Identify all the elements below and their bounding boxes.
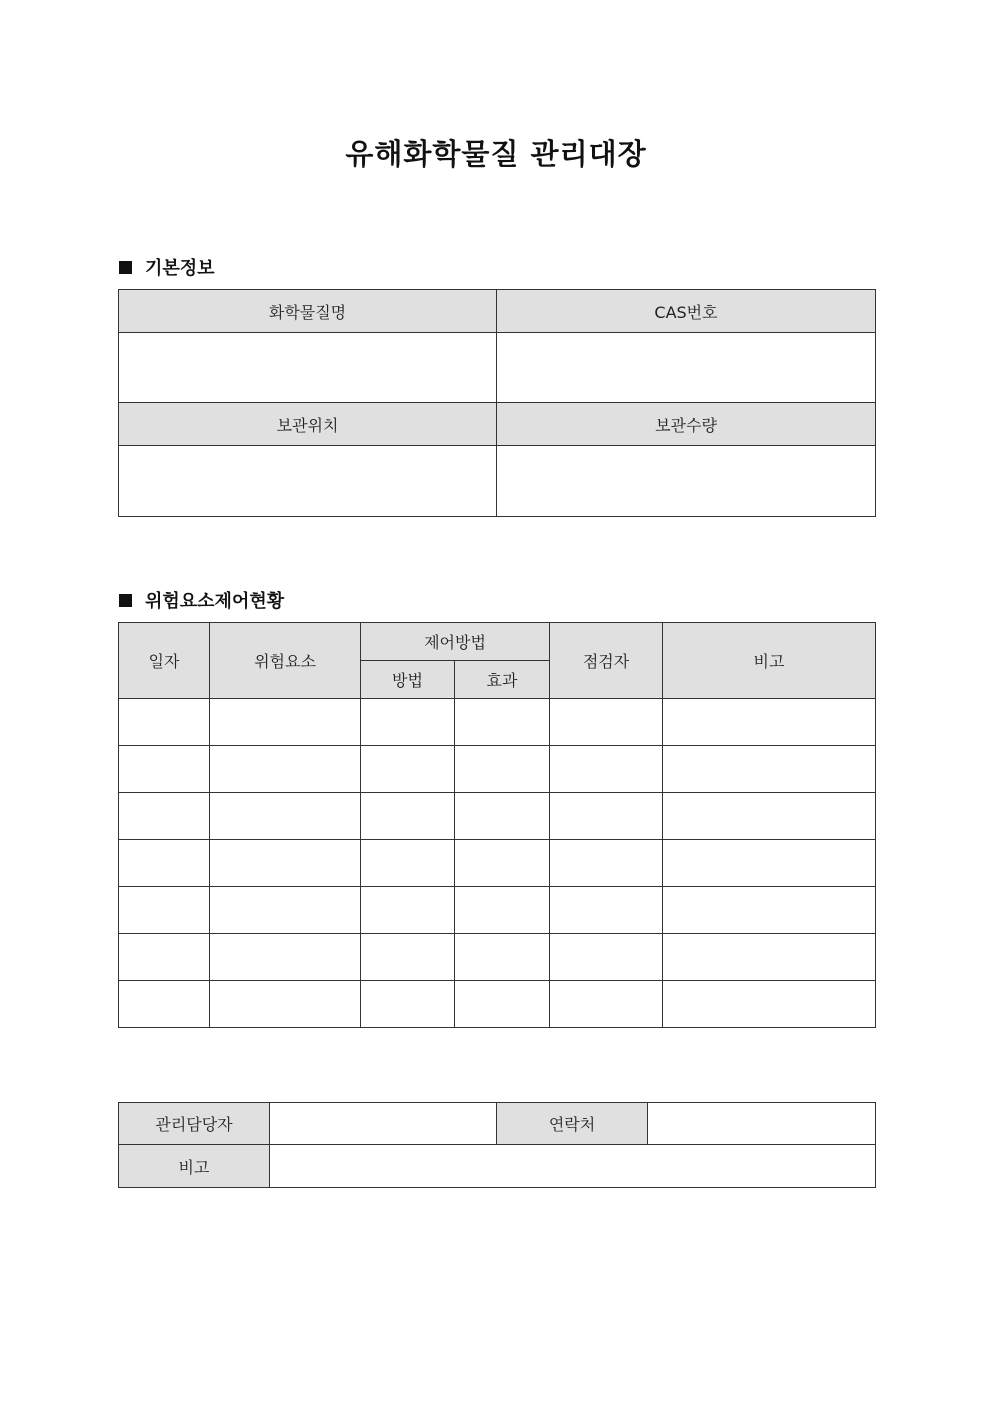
remarks-cell[interactable] bbox=[663, 934, 876, 981]
remarks-cell[interactable] bbox=[663, 699, 876, 746]
table-row bbox=[119, 981, 876, 1028]
method-cell[interactable] bbox=[361, 746, 455, 793]
inspector-cell[interactable] bbox=[550, 887, 663, 934]
section-heading-basic-info bbox=[119, 254, 215, 280]
square-bullet-icon bbox=[119, 594, 132, 607]
effect-cell[interactable] bbox=[455, 887, 550, 934]
effect-header: 효과 bbox=[455, 661, 550, 699]
method-header: 방법 bbox=[361, 661, 455, 699]
manager-label: 관리담당자 bbox=[119, 1103, 270, 1145]
effect-cell[interactable] bbox=[455, 934, 550, 981]
table-row bbox=[119, 934, 876, 981]
inspector-cell[interactable] bbox=[550, 934, 663, 981]
square-bullet-icon bbox=[119, 261, 132, 274]
contact-value-cell[interactable] bbox=[648, 1103, 876, 1145]
inspector-cell[interactable] bbox=[550, 746, 663, 793]
hazard-cell[interactable] bbox=[210, 840, 361, 887]
chemical-name-header: 화학물질명 bbox=[119, 290, 497, 333]
chemical-name-cell[interactable] bbox=[119, 333, 497, 403]
remarks-cell[interactable] bbox=[663, 887, 876, 934]
table-row bbox=[119, 699, 876, 746]
remarks-cell[interactable] bbox=[663, 840, 876, 887]
remarks-cell[interactable] bbox=[663, 981, 876, 1028]
inspector-cell[interactable] bbox=[550, 699, 663, 746]
date-cell[interactable] bbox=[119, 840, 210, 887]
table-row bbox=[119, 887, 876, 934]
date-cell[interactable] bbox=[119, 981, 210, 1028]
storage-location-header: 보관위치 bbox=[119, 403, 497, 446]
cas-number-cell[interactable] bbox=[497, 333, 876, 403]
inspector-cell[interactable] bbox=[550, 793, 663, 840]
method-cell[interactable] bbox=[361, 793, 455, 840]
effect-cell[interactable] bbox=[455, 746, 550, 793]
date-header: 일자 bbox=[119, 623, 210, 699]
table-row bbox=[119, 840, 876, 887]
hazard-cell[interactable] bbox=[210, 934, 361, 981]
method-cell[interactable] bbox=[361, 699, 455, 746]
hazard-cell[interactable] bbox=[210, 981, 361, 1028]
basic-info-table bbox=[118, 289, 876, 517]
hazard-cell[interactable] bbox=[210, 887, 361, 934]
document-title: 유해화학물질 관리대장 bbox=[345, 137, 647, 171]
hazard-control-table bbox=[118, 622, 876, 1028]
inspector-cell[interactable] bbox=[550, 840, 663, 887]
section-heading-label: 기본정보 bbox=[145, 258, 215, 279]
method-cell[interactable] bbox=[361, 840, 455, 887]
effect-cell[interactable] bbox=[455, 699, 550, 746]
cas-number-header: CAS번호 bbox=[497, 290, 876, 333]
method-cell[interactable] bbox=[361, 981, 455, 1028]
control-method-header: 제어방법 bbox=[361, 623, 550, 661]
manager-table bbox=[118, 1102, 876, 1188]
inspector-header: 점검자 bbox=[550, 623, 663, 699]
hazard-cell[interactable] bbox=[210, 793, 361, 840]
date-cell[interactable] bbox=[119, 746, 210, 793]
method-cell[interactable] bbox=[361, 887, 455, 934]
remarks-cell[interactable] bbox=[663, 746, 876, 793]
remarks-header: 비고 bbox=[663, 623, 876, 699]
section-heading-hazard-control bbox=[119, 587, 284, 613]
method-cell[interactable] bbox=[361, 934, 455, 981]
remarks-cell[interactable] bbox=[663, 793, 876, 840]
storage-quantity-cell[interactable] bbox=[497, 446, 876, 517]
hazard-cell[interactable] bbox=[210, 699, 361, 746]
date-cell[interactable] bbox=[119, 934, 210, 981]
storage-quantity-header: 보관수량 bbox=[497, 403, 876, 446]
section-heading-label: 위험요소제어현황 bbox=[145, 591, 285, 612]
storage-location-cell[interactable] bbox=[119, 446, 497, 517]
table-row bbox=[119, 746, 876, 793]
effect-cell[interactable] bbox=[455, 981, 550, 1028]
hazard-cell[interactable] bbox=[210, 746, 361, 793]
inspector-cell[interactable] bbox=[550, 981, 663, 1028]
hazard-rows bbox=[119, 699, 876, 1028]
date-cell[interactable] bbox=[119, 887, 210, 934]
footer-remarks-label: 비고 bbox=[119, 1145, 270, 1188]
effect-cell[interactable] bbox=[455, 840, 550, 887]
date-cell[interactable] bbox=[119, 699, 210, 746]
effect-cell[interactable] bbox=[455, 793, 550, 840]
hazard-header: 위험요소 bbox=[210, 623, 361, 699]
contact-label: 연락처 bbox=[497, 1103, 648, 1145]
footer-remarks-value-cell[interactable] bbox=[270, 1145, 876, 1188]
date-cell[interactable] bbox=[119, 793, 210, 840]
manager-value-cell[interactable] bbox=[270, 1103, 497, 1145]
table-row bbox=[119, 793, 876, 840]
